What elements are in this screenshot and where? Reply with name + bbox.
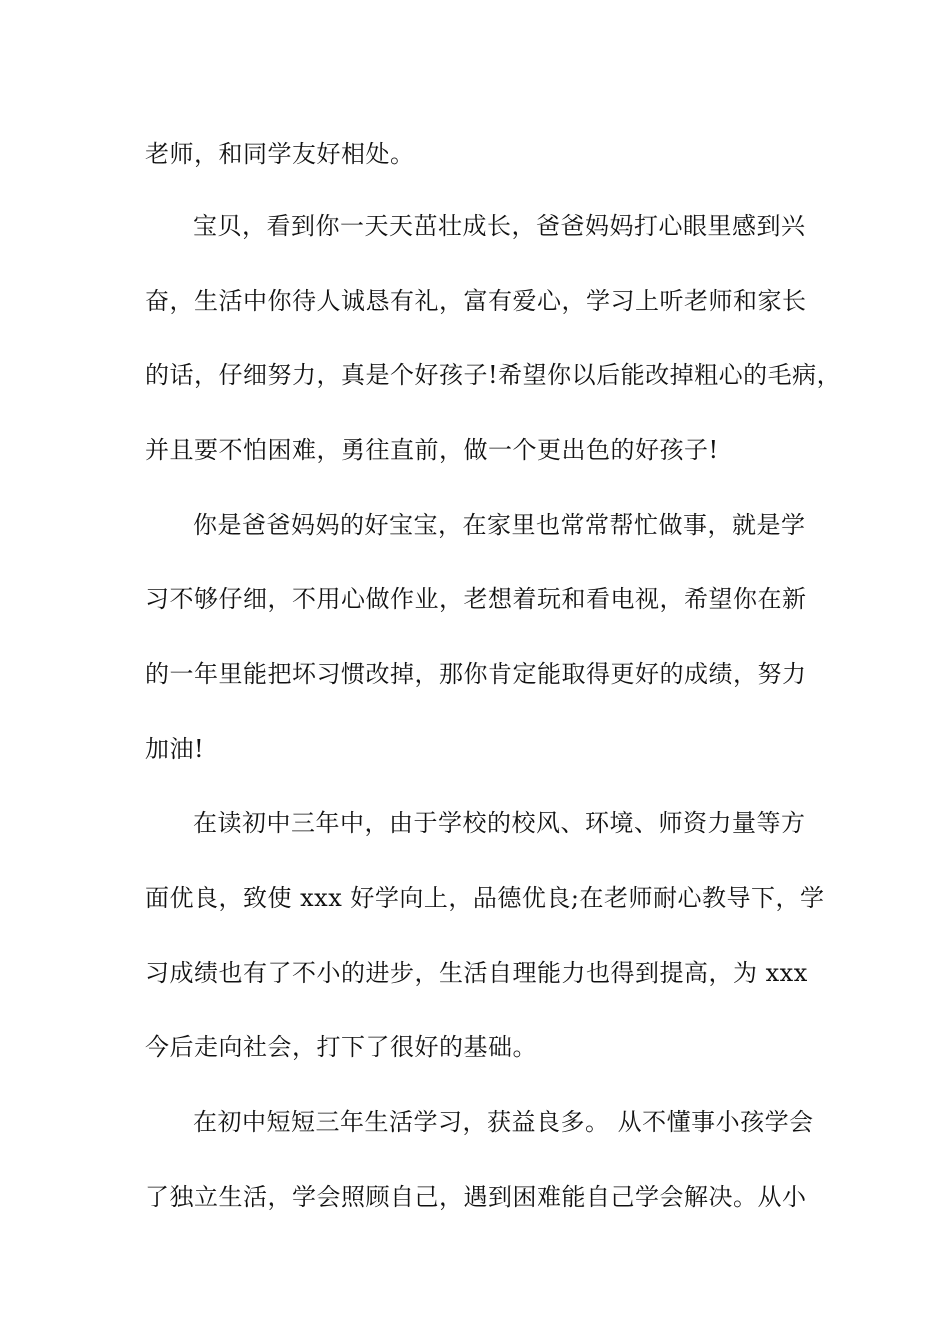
text-line-8: 的一年里能把坏习惯改掉，那你肯定能取得更好的成绩，努力 [145, 660, 807, 688]
text-line-1: 老师，和同学友好相处。 [145, 140, 415, 168]
text-line-7: 习不够仔细，不用心做作业，老想着玩和看电视，希望你在新 [145, 585, 807, 613]
text-line-13: 今后走向社会，打下了很好的基础。 [145, 1033, 537, 1061]
text-line-6: 你是爸爸妈妈的好宝宝，在家里也常常帮忙做事，就是学 [193, 511, 806, 539]
text-line-9: 加油! [145, 735, 205, 763]
text-line-10: 在读初中三年中，由于学校的校风、环境、师资力量等方 [193, 809, 806, 837]
text-line-3: 奋，生活中你待人诚恳有礼，富有爱心，学习上听老师和家长 [145, 287, 807, 315]
text-line-11: 面优良，致使 xxx 好学向上，品德优良;在老师耐心教导下，学 [145, 884, 825, 912]
text-line-2: 宝贝，看到你一天天茁壮成长，爸爸妈妈打心眼里感到兴 [193, 212, 806, 240]
text-line-14: 在初中短短三年生活学习，获益良多。 从不懂事小孩学会 [193, 1108, 814, 1136]
text-line-15: 了独立生活，学会照顾自己，遇到困难能自己学会解决。从小 [145, 1183, 807, 1211]
text-line-12: 习成绩也有了不小的进步，生活自理能力也得到提高，为 xxx [145, 959, 808, 987]
text-line-4: 的话，仔细努力，真是个好孩子!希望你以后能改掉粗心的毛病， [145, 361, 842, 389]
text-line-5: 并且要不怕困难，勇往直前，做一个更出色的好孩子! [145, 436, 719, 464]
